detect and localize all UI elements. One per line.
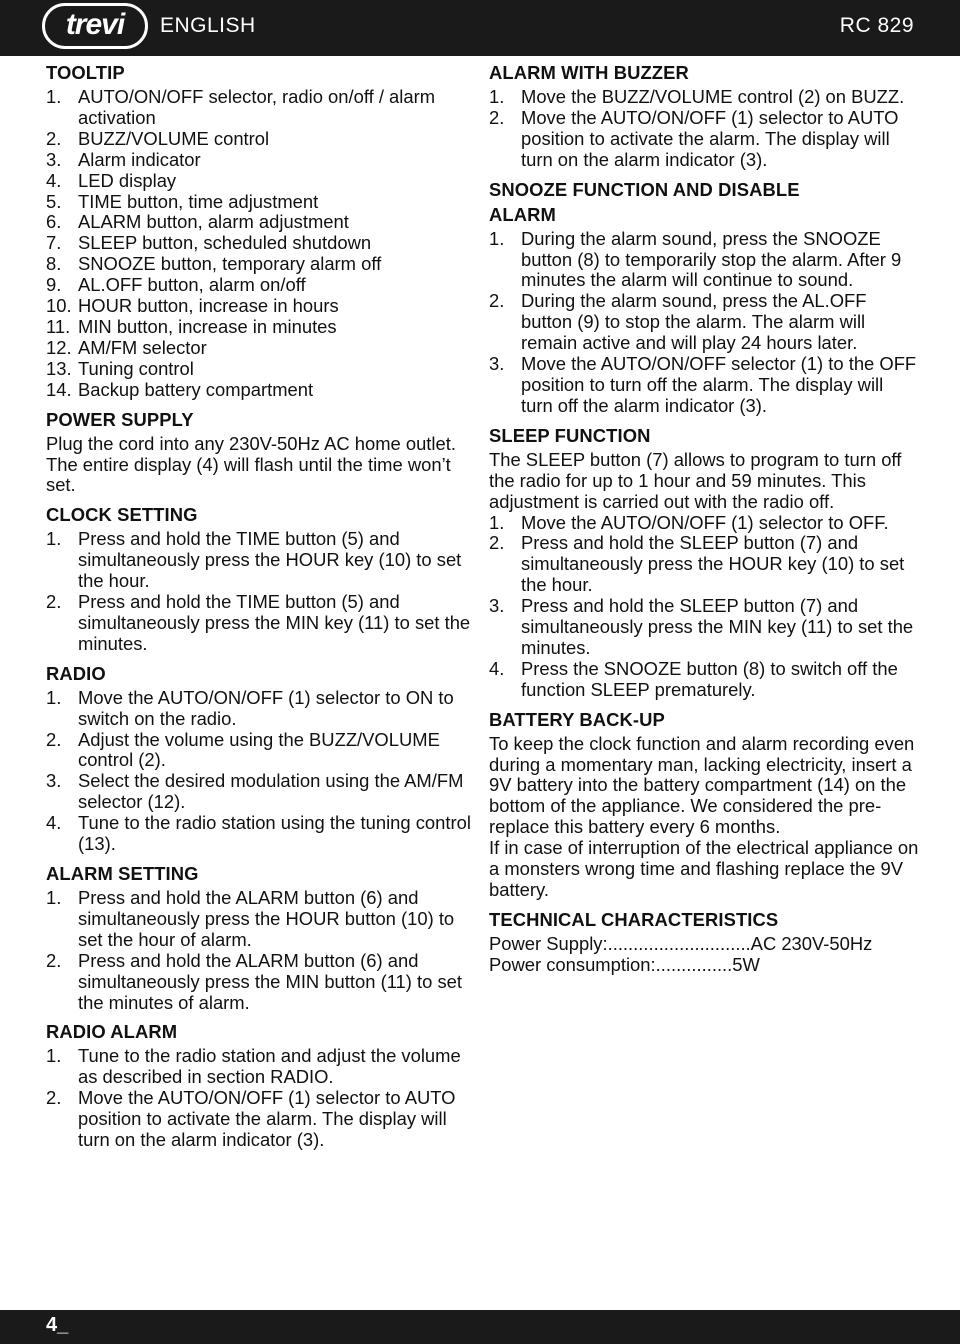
list-item	[46, 212, 476, 233]
list-item-text: HOUR button, increase in hours	[78, 295, 339, 317]
section-title-tech: TECHNICAL CHARACTERISTICS	[489, 908, 779, 930]
list-item-text: Alarm indicator	[78, 148, 201, 170]
list-item-number: 2.	[46, 728, 62, 750]
spec-consumption-dots: ...............	[655, 954, 733, 975]
list-item	[46, 1046, 476, 1088]
list-item-text: Move the AUTO/ON/OFF (1) selector to AUTO position to activate the alarm. The display will turn on the alarm indicator (3).	[521, 106, 899, 170]
list-item-text: Adjust the volume using the BUZZ/VOLUME control (2).	[78, 728, 440, 771]
list-item-text: Move the AUTO/ON/OFF selector (1) to the OFF position to turn off the alarm. The display will turn off the alarm indicator (3).	[521, 353, 917, 416]
list-item-number: 14.	[46, 378, 72, 400]
list-item-number: 1.	[46, 686, 62, 708]
list-item	[46, 150, 476, 171]
list-item-number: 2.	[489, 532, 505, 554]
list-item-number: 11.	[46, 315, 71, 337]
footer-bar	[0, 1310, 960, 1344]
list-item-number: 2.	[46, 591, 62, 613]
battery-text-1: To keep the clock function and alarm recording even during a momentary man, lacking electricity, insert a 9V battery into the battery compartment (14) on the bottom of the appliance. We considered the pre-replace this battery every 6 months.	[489, 732, 915, 838]
radio-alarm-list	[46, 1046, 476, 1151]
snooze-list	[489, 229, 919, 417]
buzzer-list	[489, 87, 919, 171]
list-item-number: 10.	[46, 295, 72, 317]
list-item	[46, 296, 476, 317]
list-item	[489, 87, 919, 108]
list-item	[46, 338, 476, 359]
list-item	[489, 291, 919, 354]
list-item-number: 9.	[46, 274, 62, 296]
list-item	[46, 275, 476, 296]
section-title-snooze-2: ALARM	[489, 203, 556, 225]
page-number: 4_	[46, 1314, 69, 1336]
list-item-text: During the alarm sound, press the AL.OFF button (9) to stop the alarm. The alarm will remain active and will play 24 hours later.	[521, 290, 867, 354]
list-item	[46, 317, 476, 338]
list-item-number: 1.	[46, 887, 62, 908]
radio-list	[46, 688, 476, 855]
list-item-text: Move the AUTO/ON/OFF (1) selector to OFF.	[521, 511, 889, 533]
list-item-text: Move the BUZZ/VOLUME control (2) on BUZZ.	[521, 86, 905, 107]
clock-list	[46, 529, 476, 654]
list-item-text: LED display	[78, 169, 177, 191]
section-title-tooltip: TOOLTIP	[46, 62, 125, 83]
list-item-number: 7.	[46, 232, 62, 254]
list-item-number: 1.	[46, 86, 62, 107]
spec-supply-value: AC 230V-50Hz	[750, 933, 873, 954]
list-item-number: 1.	[46, 1045, 62, 1067]
section-title-battery: BATTERY BACK-UP	[489, 708, 665, 730]
spec-consumption-value: 5W	[732, 954, 760, 975]
list-item-number: 3.	[489, 595, 505, 617]
list-item-text: AUTO/ON/OFF selector, radio on/off / alarm activation	[78, 86, 436, 128]
list-item-text: Move the AUTO/ON/OFF (1) selector to ON to switch on the radio.	[78, 686, 454, 729]
list-item-number: 1.	[489, 86, 505, 107]
list-item	[46, 888, 476, 951]
list-item-text: Press and hold the SLEEP button (7) and simultaneously press the MIN key (11) to set the minutes.	[521, 595, 914, 658]
list-item-text: BUZZ/VOLUME control	[78, 127, 270, 149]
spec-row-consumption	[489, 955, 919, 976]
sleep-text: The SLEEP button (7) allows to program to turn off the radio for up to 1 hour and 59 minutes. This adjustment is carried out with the radio off.	[489, 448, 902, 512]
list-item-text: Tune to the radio station using the tuning control (13).	[78, 812, 471, 855]
list-item-number: 3.	[489, 353, 505, 375]
section-title-clock: CLOCK SETTING	[46, 504, 198, 526]
section-title-alarm: ALARM SETTING	[46, 863, 199, 884]
list-item-number: 3.	[46, 148, 62, 170]
list-item-text: MIN button, increase in minutes	[78, 315, 337, 337]
list-item	[46, 171, 476, 192]
section-title-radio: RADIO	[46, 662, 106, 684]
list-item	[489, 596, 919, 659]
header-bar	[0, 0, 960, 56]
spec-consumption-label: Power consumption:	[489, 954, 656, 975]
list-item-text: TIME button, time adjustment	[78, 190, 319, 212]
list-item-number: 2.	[46, 949, 62, 971]
list-item-text: Press and hold the TIME button (5) and simultaneously press the HOUR key (10) to set the hour.	[78, 528, 462, 592]
list-item-text: Move the AUTO/ON/OFF (1) selector to AUTO position to activate the alarm. The display will turn on the alarm indicator (3).	[78, 1087, 456, 1151]
list-item	[489, 659, 919, 701]
list-item	[489, 229, 919, 292]
list-item-number: 2.	[489, 290, 505, 312]
list-item	[46, 192, 476, 213]
section-title-radio-alarm: RADIO ALARM	[46, 1021, 178, 1043]
left-column	[46, 60, 476, 1151]
list-item	[46, 813, 476, 855]
list-item-number: 12.	[46, 336, 72, 358]
list-item-text: Tuning control	[78, 357, 194, 379]
power-text: Plug the cord into any 230V-50Hz AC home outlet. The entire display (4) will flash until the time won’t set.	[46, 432, 456, 496]
list-item	[46, 529, 476, 592]
list-item-text: AL.OFF button, alarm on/off	[78, 274, 306, 296]
alarm-list	[46, 888, 476, 1013]
list-item-text: Press and hold the SLEEP button (7) and simultaneously press the HOUR key (10) to set the hour.	[521, 532, 905, 596]
list-item	[46, 730, 476, 772]
list-item-text: SLEEP button, scheduled shutdown	[78, 232, 372, 254]
list-item-text: SNOOZE button, temporary alarm off	[78, 253, 382, 275]
list-item	[46, 688, 476, 730]
list-item	[46, 771, 476, 813]
list-item-number: 1.	[489, 227, 505, 249]
list-item-number: 1.	[46, 528, 62, 550]
section-title-buzzer: ALARM WITH BUZZER	[489, 62, 689, 83]
sleep-list	[489, 513, 919, 701]
list-item-number: 4.	[46, 169, 62, 191]
list-item	[46, 129, 476, 150]
list-item-number: 2.	[46, 1087, 62, 1109]
list-item-number: 4.	[46, 812, 62, 834]
list-item-number: 4.	[489, 657, 505, 679]
list-item-text: During the alarm sound, press the SNOOZE button (8) to temporarily stop the alarm. After 9 minutes the alarm will continue to sound.	[521, 227, 902, 291]
list-item-number: 13.	[46, 357, 72, 379]
list-item	[46, 233, 476, 254]
spec-supply-dots: ............................	[607, 933, 751, 954]
list-item	[46, 592, 476, 655]
battery-text-2: If in case of interruption of the electrical appliance on a monsters wrong time and flashing replace the 9V battery.	[489, 837, 919, 900]
list-item	[489, 108, 919, 171]
list-item-text: Press and hold the ALARM button (6) and simultaneously press the HOUR button (10) to set the hour of alarm.	[78, 887, 455, 950]
model-label: RC 829	[839, 14, 914, 37]
spec-row-supply	[489, 934, 919, 955]
list-item	[489, 533, 919, 596]
tooltip-list	[46, 87, 476, 401]
list-item-text: Backup battery compartment	[78, 378, 314, 400]
brand-logo: trevi	[42, 3, 148, 49]
list-item	[46, 254, 476, 275]
list-item	[46, 951, 476, 1014]
list-item-number: 3.	[46, 770, 62, 792]
section-title-power: POWER SUPPLY	[46, 408, 194, 430]
list-item-text: Press the SNOOZE button (8) to switch off the function SLEEP prematurely.	[521, 657, 898, 700]
list-item-text: Select the desired modulation using the AM/FM selector (12).	[78, 770, 464, 813]
list-item-number: 5.	[46, 190, 62, 212]
list-item-number: 2.	[46, 127, 62, 149]
section-title-snooze: SNOOZE FUNCTION AND DISABLE	[489, 178, 800, 200]
section-title-sleep: SLEEP FUNCTION	[489, 424, 651, 446]
list-item	[489, 354, 919, 417]
list-item-number: 1.	[489, 511, 505, 533]
list-item	[46, 380, 476, 401]
list-item-text: ALARM button, alarm adjustment	[78, 211, 349, 233]
list-item	[46, 1088, 476, 1151]
list-item	[489, 513, 919, 534]
list-item-number: 8.	[46, 253, 62, 275]
language-label: ENGLISH	[160, 14, 256, 37]
list-item-text: Tune to the radio station and adjust the volume as described in section RADIO.	[78, 1045, 461, 1088]
list-item-text: Press and hold the TIME button (5) and simultaneously press the MIN key (11) to set the minutes.	[78, 591, 471, 654]
list-item	[46, 87, 476, 129]
list-item-number: 2.	[489, 106, 505, 128]
list-item-text: Press and hold the ALARM button (6) and simultaneously press the MIN button (11) to set the minutes of alarm.	[78, 949, 462, 1013]
list-item-text: AM/FM selector	[78, 336, 207, 358]
list-item	[46, 359, 476, 380]
spec-supply-label: Power Supply:	[489, 933, 608, 954]
right-column	[489, 60, 919, 976]
list-item-number: 6.	[46, 211, 62, 233]
